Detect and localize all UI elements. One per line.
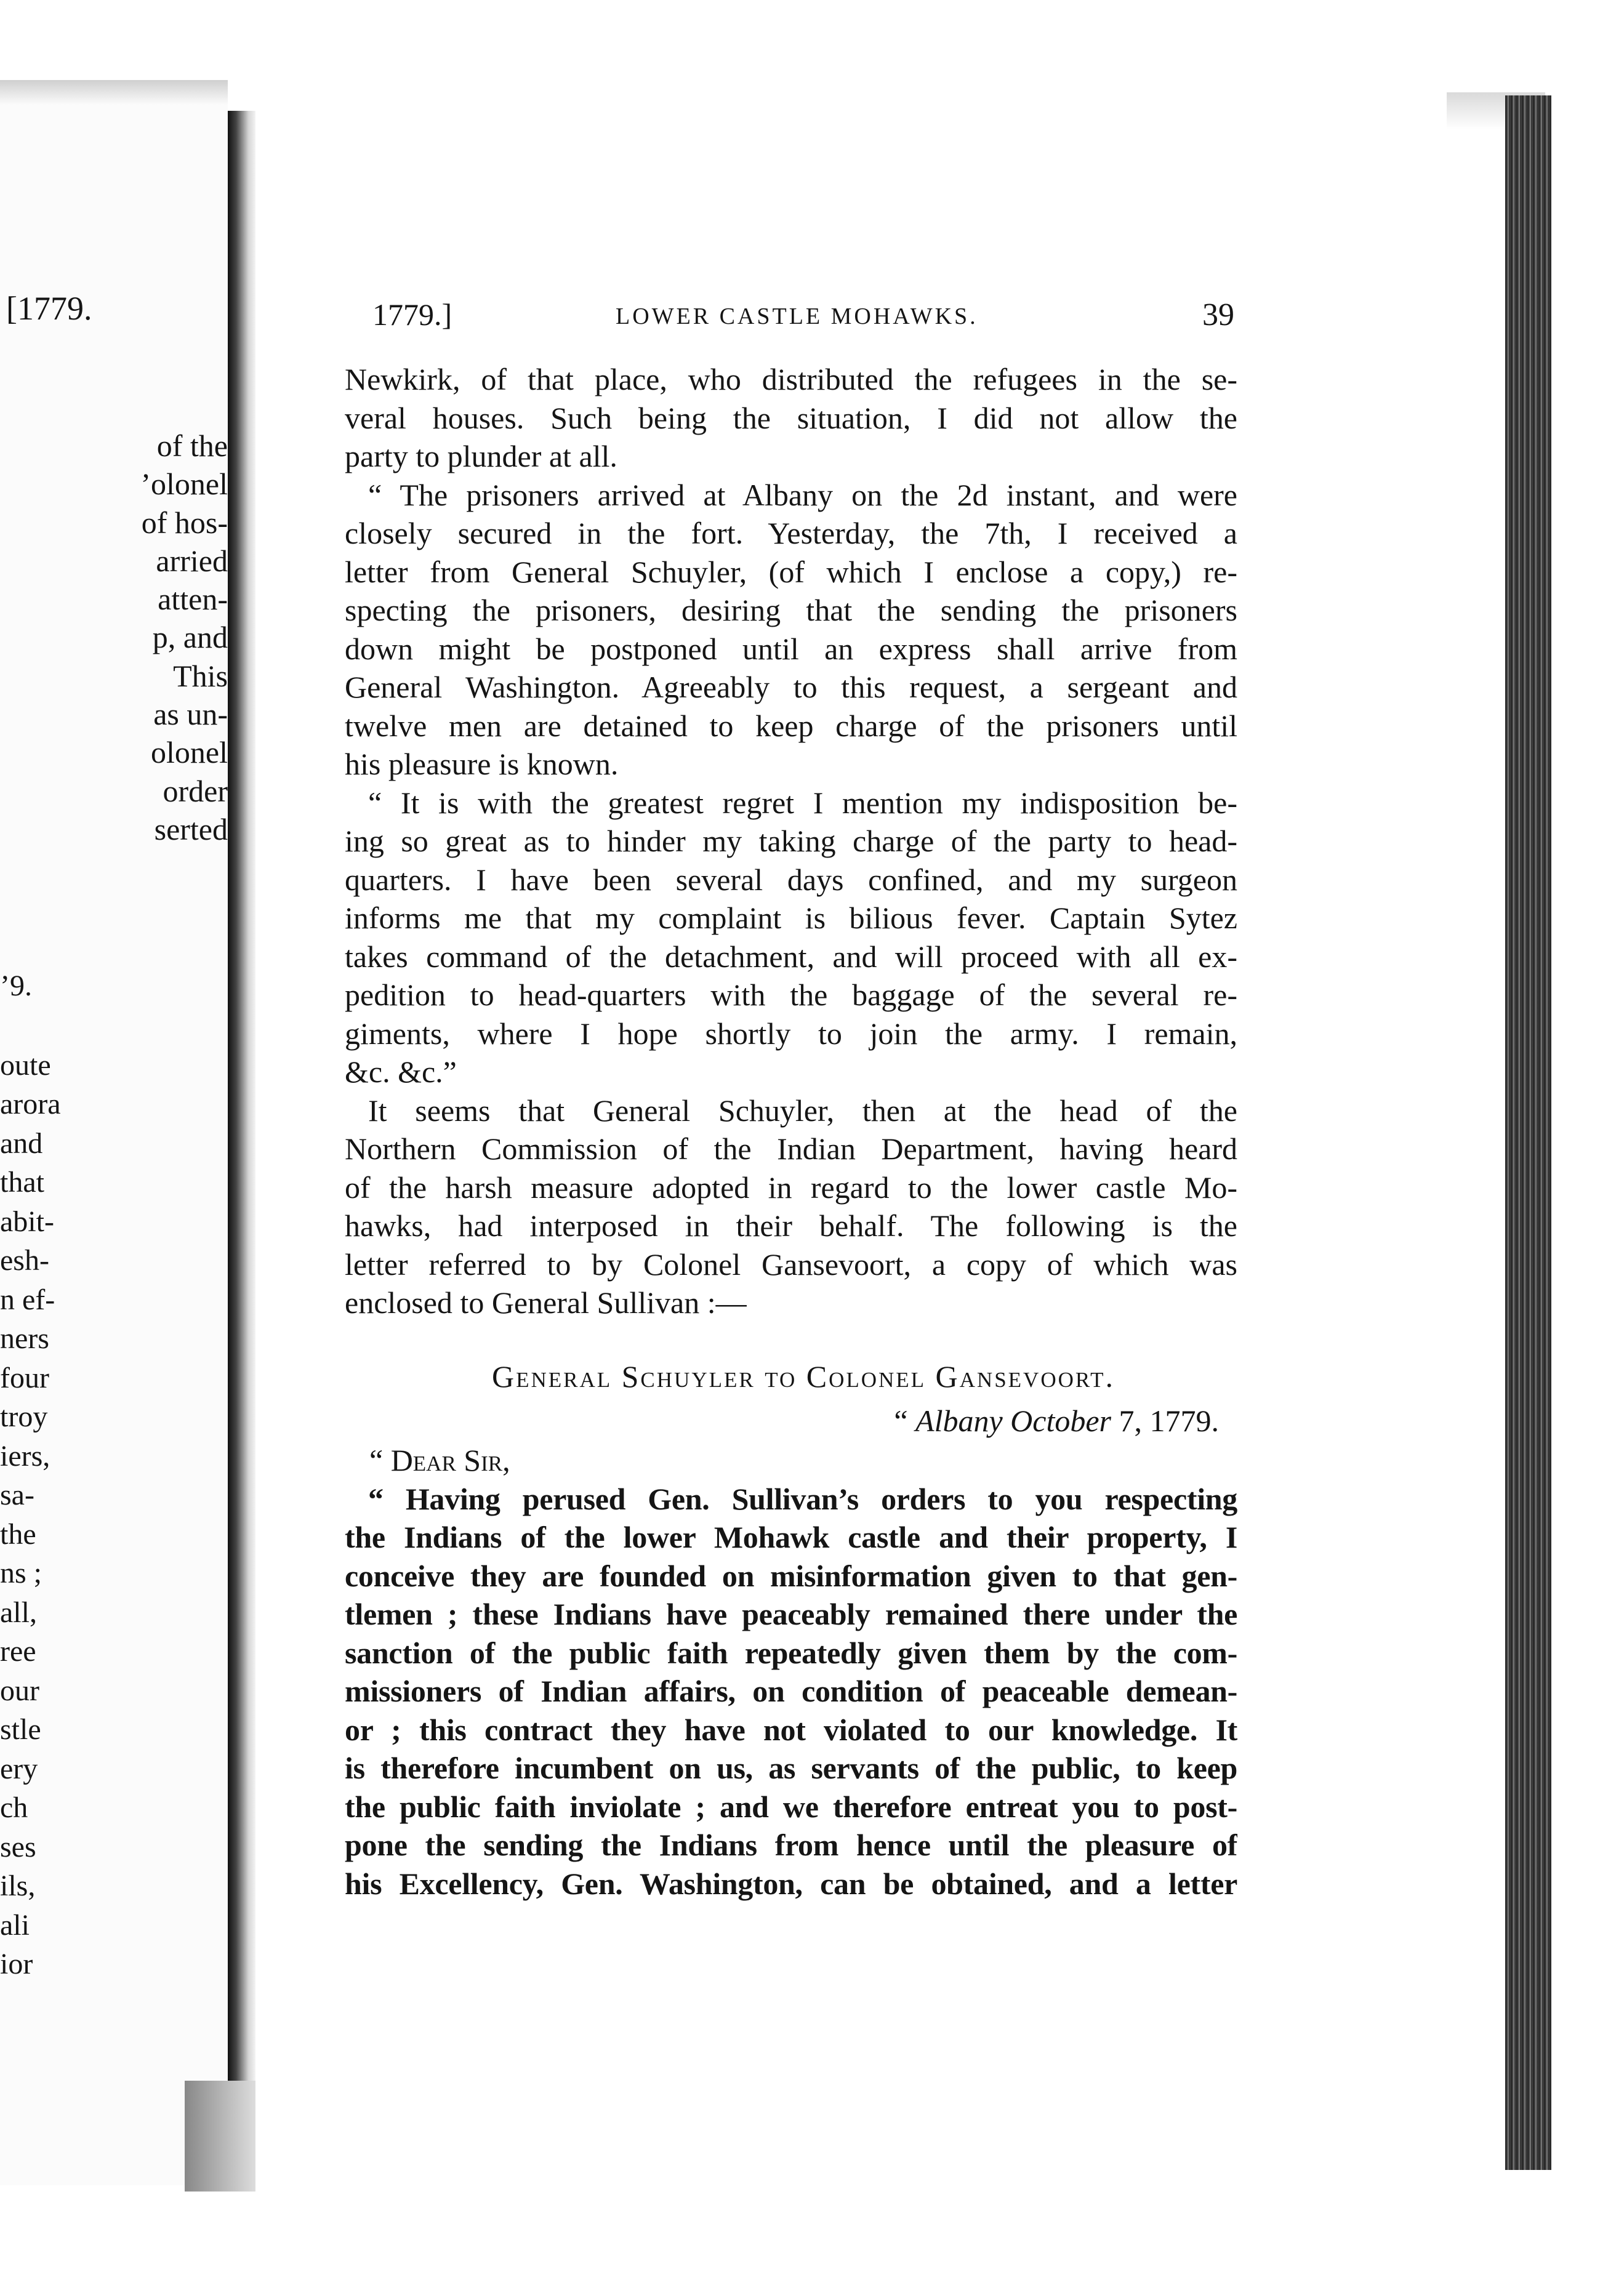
text-line: down might be postponed until an express shall arrive from	[345, 631, 1237, 666]
paragraph	[345, 360, 1237, 476]
running-header	[372, 297, 1234, 340]
previous-page-line: ners	[0, 1322, 49, 1355]
dateline-date: 7, 1779.	[1111, 1403, 1219, 1438]
previous-page-line: the	[0, 1517, 36, 1551]
previous-page-line: ior	[0, 1948, 33, 1980]
previous-page-line: ns ;	[0, 1557, 42, 1589]
text-line: twelve men are detained to keep charge of the prisoners until	[345, 708, 1237, 743]
letter-dateline	[345, 1401, 1237, 1440]
previous-page-line: order	[163, 773, 228, 808]
text-line: enclosed to General Sullivan :—	[345, 1285, 747, 1320]
text-line: party to plunder at all.	[345, 439, 617, 473]
letter-line: his Excellency, Gen. Washington, can be obtained, and a letter	[345, 1866, 1237, 1901]
letter-line: tlemen ; these Indians have peaceably remained there under the	[345, 1597, 1237, 1631]
previous-page-line: n ef-	[0, 1283, 55, 1316]
previous-page-fragment	[0, 80, 228, 2185]
previous-page-line: ’9.	[0, 970, 32, 1002]
previous-page-line: of hos-	[141, 505, 228, 540]
page-number: 39	[1202, 297, 1234, 332]
previous-page-line: abit-	[0, 1205, 54, 1238]
previous-page-running-head: [1779.	[6, 290, 92, 327]
text-line: letter from General Schuyler, (of which I enclose a copy,) re-	[345, 554, 1237, 589]
dateline-quote: “	[894, 1403, 916, 1438]
text-line: “ The prisoners arrived at Albany on the 2d instant, and were	[368, 477, 1237, 512]
book-gutter	[228, 111, 255, 2081]
previous-page-line: ree	[0, 1635, 36, 1668]
previous-page-line: p, and	[152, 620, 228, 655]
previous-page-line: ils,	[0, 1870, 36, 1902]
text-line: Northern Commission of the Indian Department, having heard	[345, 1131, 1237, 1166]
text-line: informs me that my complaint is bilious fever. Captain Sytez	[345, 901, 1237, 935]
previous-page-line: atten-	[158, 582, 228, 617]
previous-page-line: This	[173, 658, 228, 693]
text-line: pedition to head-quarters with the baggage of the several re-	[345, 978, 1237, 1012]
previous-page-line: that	[0, 1166, 44, 1199]
paragraphs	[345, 360, 1237, 1322]
previous-page-line: serted	[154, 811, 228, 846]
text-line: Newkirk, of that place, who distributed the refugees in the se-	[345, 362, 1237, 396]
text-line: General Washington. Agreeably to this request, a sergeant and	[345, 670, 1237, 704]
previous-page-line: ses	[0, 1830, 36, 1863]
letter-line: is therefore incumbent on us, as servants of the public, to keep	[345, 1751, 1237, 1785]
text-line: quarters. I have been several days confined, and my surgeon	[345, 862, 1237, 897]
previous-page-line: olonel	[151, 735, 228, 770]
previous-page-line: and	[0, 1127, 43, 1160]
previous-page-line: as un-	[153, 697, 228, 732]
text-line: It seems that General Schuyler, then at the head of the	[368, 1093, 1237, 1128]
text-line: his pleasure is known.	[345, 747, 619, 781]
page-shadow	[0, 80, 228, 105]
letter-line: “ Having perused Gen. Sullivan’s orders to you respecting	[368, 1481, 1237, 1516]
previous-page-line: ’olonel	[140, 467, 228, 502]
book-gutter-shadow	[185, 2081, 255, 2192]
letter-line: the public faith inviolate ; and we therefore entreat you to post-	[345, 1789, 1237, 1824]
paragraph	[345, 1091, 1237, 1322]
previous-page-line: all,	[0, 1596, 37, 1629]
text-line: veral houses. Such being the situation, I did not allow the	[345, 400, 1237, 435]
text-line: specting the prisoners, desiring that the sending the prisoners	[345, 593, 1237, 627]
letter-line: pone the sending the Indians from hence until the pleasure of	[345, 1828, 1237, 1862]
running-header-year: 1779.]	[372, 297, 452, 332]
previous-page-lines-top	[6, 427, 228, 848]
previous-page-line: troy	[0, 1400, 48, 1433]
text-line: hawks, had interposed in their behalf. The following is the	[345, 1208, 1237, 1243]
page-body	[345, 360, 1237, 1903]
letter-heading: General Schuyler to Colonel Gansevoort.	[491, 1359, 1115, 1394]
text-line: ing so great as to hinder my taking charge of the party to head-	[345, 824, 1237, 858]
text-line: “ It is with the greatest regret I mention my indisposition be-	[368, 785, 1237, 820]
previous-page-line: our	[0, 1674, 39, 1707]
text-line: closely secured in the fort. Yesterday, the 7th, I received a	[345, 516, 1237, 550]
book-page-edges	[1505, 95, 1551, 2170]
letter-line: conceive they are founded on misinformation given to that gen-	[345, 1558, 1237, 1593]
previous-page-line: stle	[0, 1713, 41, 1746]
previous-page-lines-bottom	[0, 966, 98, 1984]
previous-page-line: esh-	[0, 1244, 49, 1277]
letter-body	[345, 1480, 1237, 1903]
letter-salutation: “ Dear Sir,	[369, 1442, 510, 1477]
letter-line: or ; this contract they have not violated to our knowledge. It	[345, 1712, 1237, 1747]
text-line: of the harsh measure adopted in regard to the lower castle Mo-	[345, 1170, 1237, 1205]
previous-page-line: four	[0, 1361, 49, 1394]
previous-page-line: oute	[0, 1048, 51, 1082]
text-line: giments, where I hope shortly to join the army. I remain,	[345, 1016, 1237, 1051]
letter-line: the Indians of the lower Mohawk castle and their property, I	[345, 1520, 1237, 1554]
previous-page-line: ch	[0, 1791, 28, 1824]
previous-page-line: ali	[0, 1908, 30, 1942]
text-line: &c. &c.”	[345, 1055, 457, 1089]
running-header-title: LOWER CASTLE MOHAWKS.	[616, 303, 978, 329]
section-spacer	[345, 1322, 1237, 1352]
dateline-place: Albany October	[915, 1403, 1111, 1438]
paragraph	[345, 476, 1237, 784]
previous-page-line: sa-	[0, 1479, 34, 1511]
paragraph	[345, 784, 1237, 1091]
letter-line: sanction of the public faith repeatedly given them by the com-	[345, 1635, 1237, 1670]
letter-line: missioners of Indian affairs, on condition of peaceable demean-	[345, 1674, 1237, 1708]
text-line: takes command of the detachment, and will proceed with all ex-	[345, 939, 1237, 974]
previous-page-line: arora	[0, 1088, 61, 1120]
previous-page-line: of the	[156, 428, 228, 463]
text-line: letter referred to by Colonel Gansevoort, a copy of which was	[345, 1247, 1237, 1282]
previous-page-line: iers,	[0, 1439, 50, 1472]
previous-page-line: ery	[0, 1752, 38, 1785]
previous-page-line: arried	[156, 543, 228, 578]
